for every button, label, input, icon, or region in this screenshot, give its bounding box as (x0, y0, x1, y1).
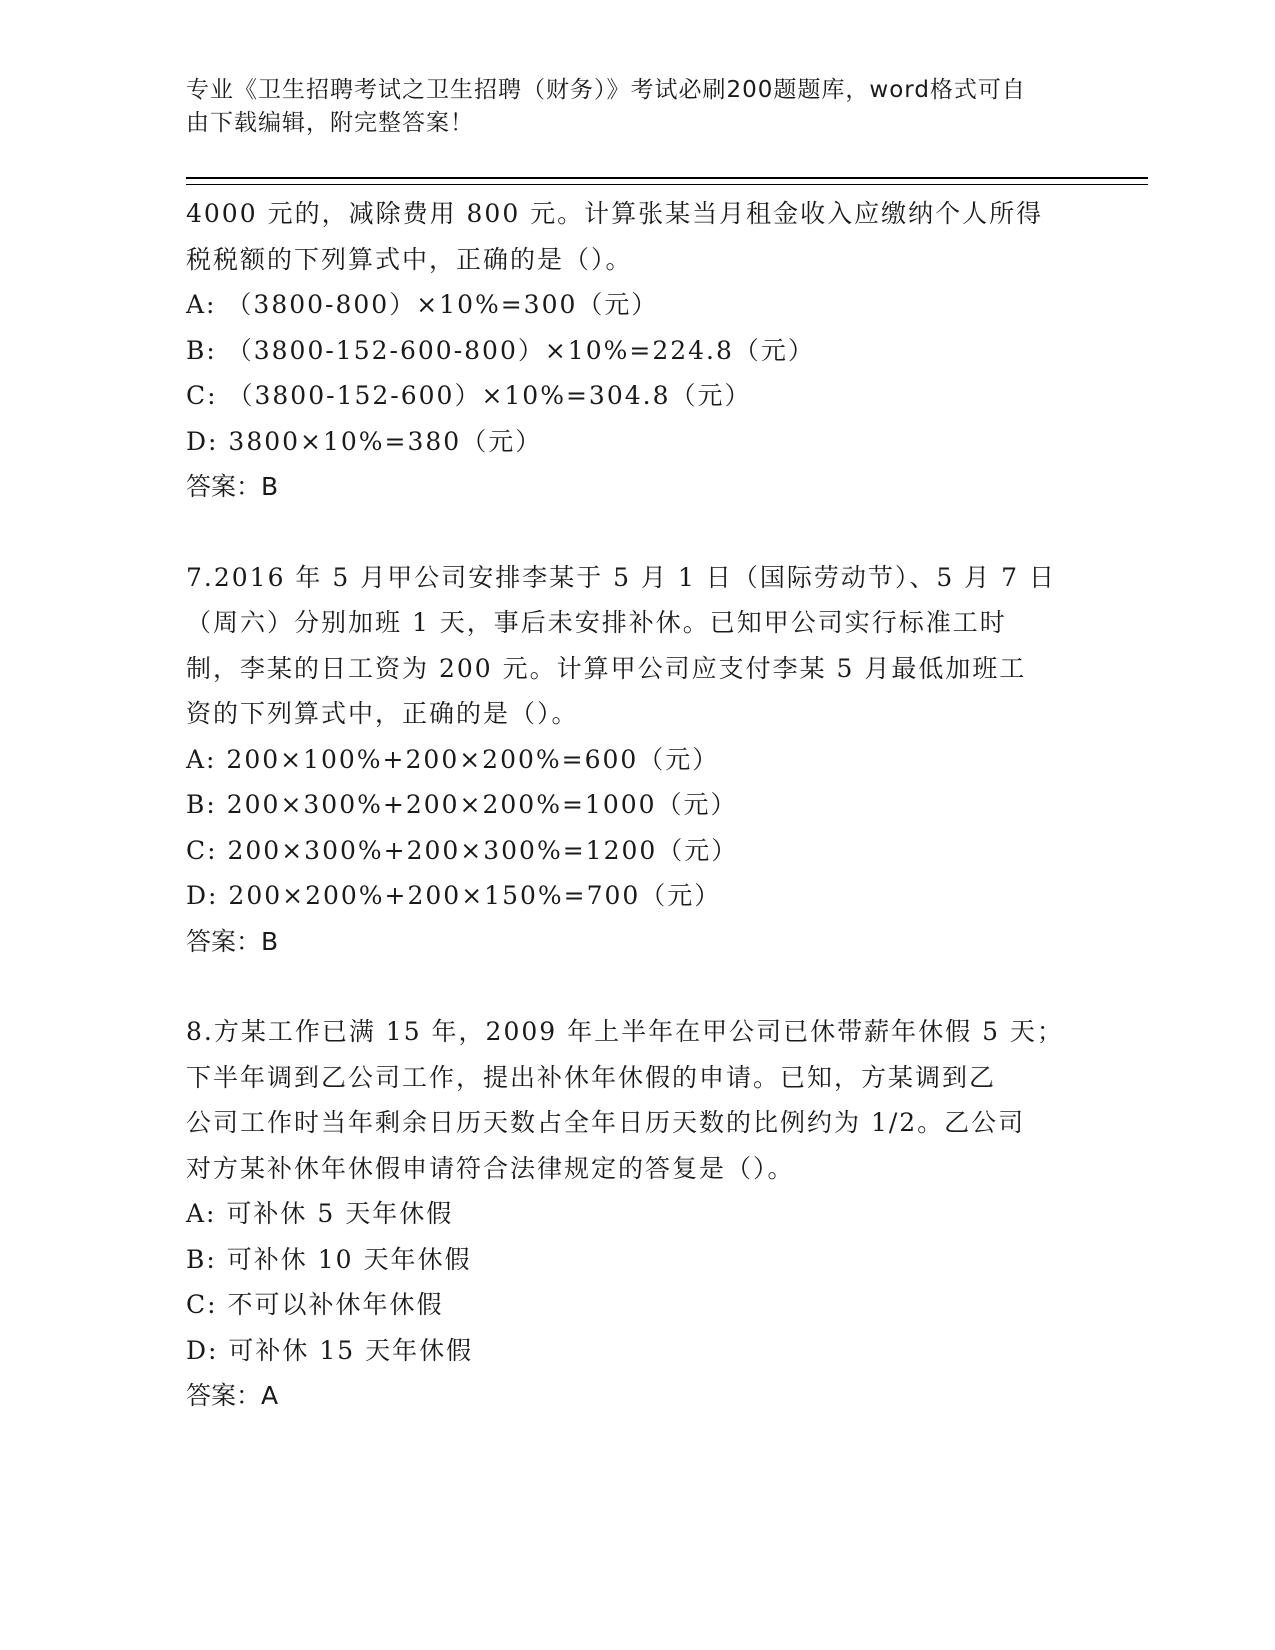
question-stem-line: 7.2016 年 5 月甲公司安排李某于 5 月 1 日（国际劳动节）、5 月 7 日 (186, 562, 1056, 592)
answer-line: 答案：B (186, 472, 279, 501)
option-d: D: 200×200%+200×150%=700（元） (186, 881, 722, 910)
option-c: C: 200×300%+200×300%=1200（元） (186, 835, 739, 865)
option-b: B: 可补休 10 天年休假 (186, 1244, 472, 1274)
option-c: C: 不可以补休年休假 (186, 1290, 444, 1319)
option-d: D: 3800×10%=380（元） (186, 426, 543, 456)
question-stem-line: 下半年调到乙公司工作，提出补休年休假的申请。已知，方某调到乙 (186, 1062, 997, 1092)
option-b: B: 200×300%+200×200%=1000（元） (186, 790, 738, 819)
question-stem-line: 对方某补休年休假申请符合法律规定的答复是（）。 (186, 1153, 795, 1183)
answer-line: 答案：B (186, 926, 279, 956)
option-d: D: 可补休 15 天年休假 (186, 1335, 474, 1365)
question-list (186, 191, 1086, 1419)
question-8 (186, 1009, 1086, 1419)
header-rule-thick (186, 177, 1148, 179)
option-b: B: （3800-152-600-800）×10%=224.8（元） (186, 335, 815, 365)
question-stem-line: 公司工作时当年剩余日历天数占全年日历天数的比例约为 1/2。乙公司 (186, 1108, 1026, 1137)
option-a: A: 可补休 5 天年休假 (186, 1199, 454, 1228)
option-c: C: （3800-152-600）×10%=304.8（元） (186, 381, 752, 410)
question-stem-line: 制，李某的日工资为 200 元。计算甲公司应支付李某 5 月最低加班工 (186, 653, 1027, 683)
question-6 (186, 191, 1086, 510)
question-stem-line: 资的下列算式中，正确的是（）。 (186, 699, 579, 728)
header-line-1: 专业《卫生招聘考试之卫生招聘（财务）》考试必刷200题题库，word格式可自 (186, 77, 1026, 103)
option-a: A: 200×100%+200×200%=600（元） (186, 744, 720, 774)
question-stem-line: 8.方某工作已满 15 年，2009 年上半年在甲公司已休带薪年休假 5 天； (186, 1017, 1064, 1046)
option-a: A: （3800-800）×10%=300（元） (186, 290, 659, 319)
question-stem-line: 税税额的下列算式中，正确的是（）。 (186, 244, 633, 274)
header-rule-thin (186, 184, 1148, 185)
answer-line: 答案：A (186, 1381, 279, 1410)
question-7 (186, 555, 1086, 965)
header-line-2: 由下载编辑，附完整答案！ (186, 110, 474, 136)
question-stem-line: （周六）分别加班 1 天，事后未安排补休。已知甲公司实行标准工时 (186, 608, 1007, 637)
document-header (186, 74, 1066, 140)
question-stem-line: 4000 元的，减除费用 800 元。计算张某当月租金收入应缴纳个人所得 (186, 199, 1044, 228)
